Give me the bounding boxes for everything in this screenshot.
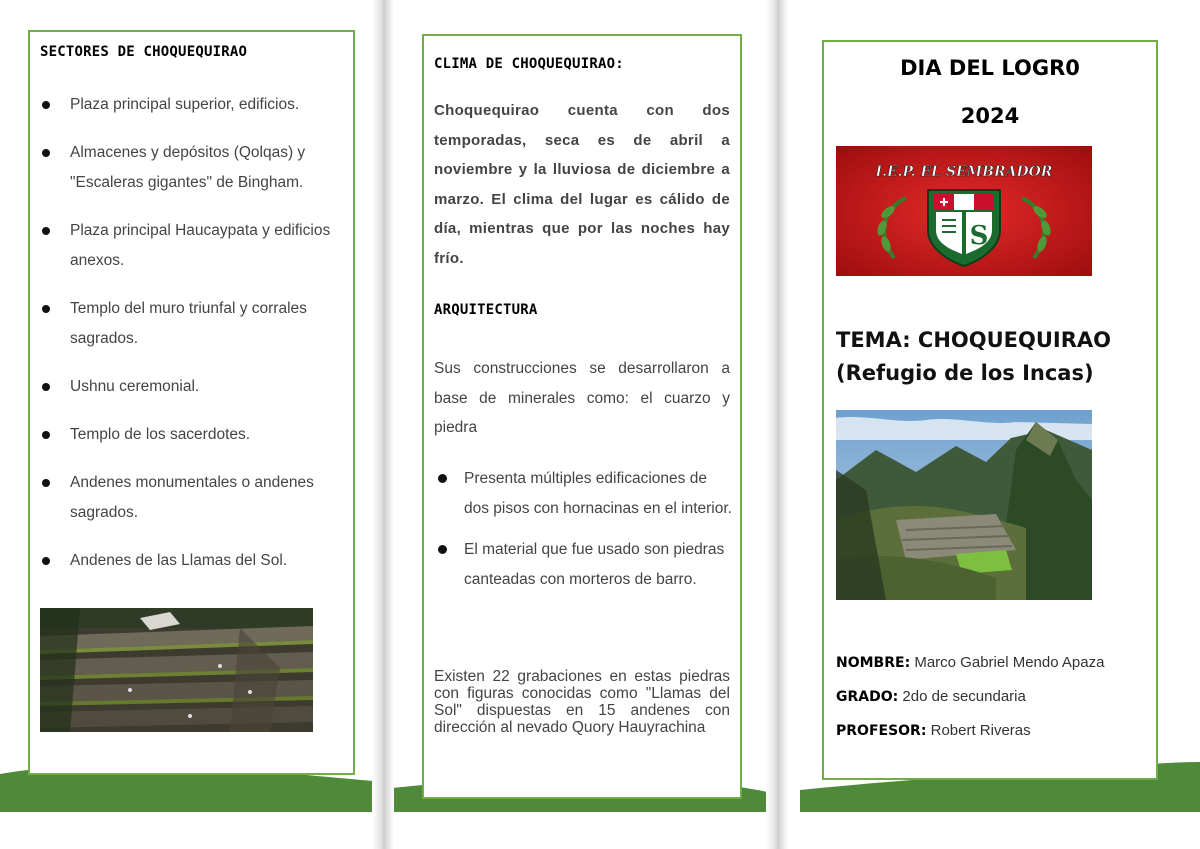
bullet-icon (438, 474, 447, 483)
list-item: Ushnu ceremonial. (38, 372, 348, 402)
fold-shadow-left (372, 0, 394, 849)
profesor-label: PROFESOR: (836, 723, 927, 739)
list-item: Andenes de las Llamas del Sol. (38, 546, 348, 576)
machu-picchu-photo (836, 410, 1092, 600)
arquitectura-list (432, 464, 732, 606)
grabaciones-text: Existen 22 grabaciones en estas piedras con figuras conocidas como "Llamas del Sol" dispuestas en 15 andenes con dirección al nevado Quory Hauyrachina (434, 668, 730, 736)
school-logo (836, 146, 1092, 276)
bullet-icon (438, 545, 447, 554)
page-title: DIA DEL LOGR0 (900, 56, 1080, 80)
grado-row (836, 680, 1154, 714)
logo-letter: S (969, 221, 989, 251)
grado-label: GRADO: (836, 689, 899, 705)
bullet-icon (42, 305, 50, 313)
arquitectura-title: ARQUITECTURA (434, 302, 538, 318)
panel-clima (422, 34, 742, 799)
year-label: 2024 (960, 104, 1020, 128)
list-item: Andenes monumentales o andenes sagrados. (38, 468, 348, 528)
panel-sectores (28, 30, 355, 775)
bullet-icon (42, 479, 50, 487)
bullet-icon (42, 557, 50, 565)
bullet-icon (42, 101, 50, 109)
bullet-icon (42, 149, 50, 157)
nombre-label: NOMBRE: (836, 655, 911, 671)
sectores-list (38, 90, 348, 594)
clima-text: Choquequirao cuenta con dos temporadas, seca es de abril a noviembre y la lluviosa de diciembre a marzo. El clima del lugar es cálido de día, mientras que por las noches hay frío. (434, 102, 730, 267)
student-info (836, 646, 1154, 748)
list-item: El material que fue usado son piedras canteadas con morteros de barro. (432, 535, 732, 594)
list-item: Presenta múltiples edificaciones de dos pisos con hornacinas en el interior. (432, 464, 732, 523)
list-item: Templo del muro triunfal y corrales sagrados. (38, 294, 348, 354)
profesor-row (836, 714, 1154, 748)
grado-value: 2do de secundaria (902, 688, 1026, 705)
profesor-value: Robert Riveras (930, 722, 1031, 739)
list-item: Almacenes y depósitos (Qolqas) y "Escaleras gigantes" de Bingham. (38, 138, 348, 198)
nombre-value: Marco Gabriel Mendo Apaza (914, 654, 1105, 671)
list-item: Plaza principal Haucaypata y edificios anexos. (38, 216, 348, 276)
fold-shadow-right (766, 0, 788, 849)
terraces-photo (40, 608, 313, 732)
bullet-icon (42, 383, 50, 391)
list-item: Templo de los sacerdotes. (38, 420, 348, 450)
bullet-icon (42, 227, 50, 235)
sectores-title: SECTORES DE CHOQUEQUIRAO (40, 44, 248, 60)
list-item: Plaza principal superior, edificios. (38, 90, 348, 120)
bullet-icon (42, 431, 50, 439)
clima-title: CLIMA DE CHOQUEQUIRAO: (434, 56, 624, 72)
nombre-row (836, 646, 1154, 680)
arquitectura-text: Sus construcciones se desarrollaron a base de minerales como: el cuarzo y piedra (434, 360, 730, 436)
panel-portada (822, 40, 1158, 780)
logo-text: I.E.P. EL SEMBRADOR (875, 164, 1053, 180)
tema-title: TEMA: CHOQUEQUIRAO (Refugio de los Incas) (836, 328, 1111, 385)
